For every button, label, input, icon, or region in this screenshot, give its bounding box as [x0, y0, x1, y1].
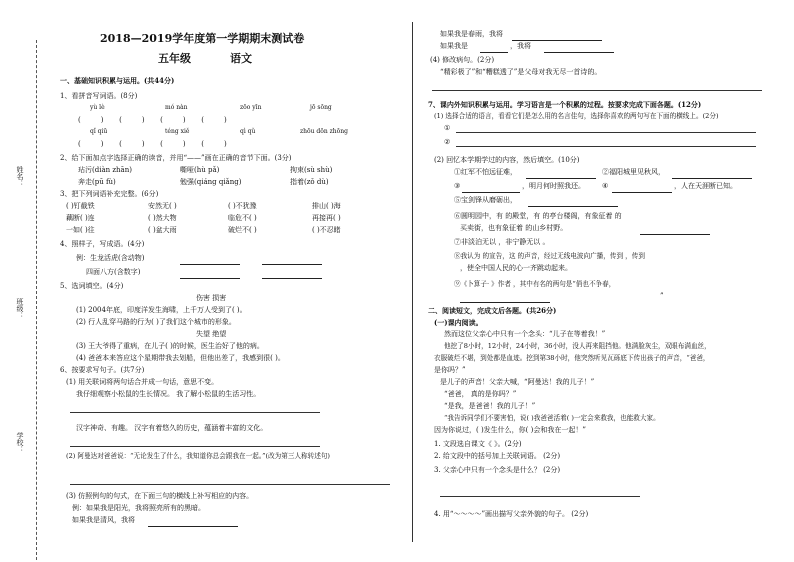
q6-title: 6、按要求写句子。(共7分) [60, 366, 145, 374]
q7-2-2a: ③ [454, 182, 461, 190]
passage-line-7: “是我，是爸爸！我的儿子！” [444, 402, 536, 410]
q5-sentence-3: (3) 王大爷得了重病，在儿子( )的时候，医生治好了他的病。 [76, 342, 264, 350]
q6-part-d-1: 如果我是清风，我将 [72, 516, 135, 524]
q7-1-line-1[interactable] [456, 132, 756, 133]
q7-2-3: ⑤宝剑锋从磨砺出， [454, 196, 517, 204]
passage-line-9: 因为你说过，( )发生什么，你( )会和我在一起！” [434, 426, 586, 434]
reading-q4: 4. 用“～～～～”画出描写父亲外貌的句子。 (2分) [434, 510, 589, 518]
page-title: 2018—2019学年度第一学期期末测试卷 [100, 32, 305, 45]
q7-2-6b: ，使全中国人民的心一齐跳动起来。 [460, 264, 572, 272]
q7-2-7: ⑨《卜算子· 》作者 ，其中有名的两句是“俏也不争春， [454, 280, 616, 288]
q3-r1-4: 排山( )海 [312, 202, 341, 210]
r-blank-3[interactable] [544, 44, 614, 53]
q1-blanks-2: ( ) ( ) ( ) ( ) [78, 140, 227, 148]
r-line-4: “精彩极了”和“糟糕透了”是父母对我无尽一首诗的。 [440, 68, 602, 76]
q5-words-1: 伤害 损害 [196, 294, 227, 302]
q7-1-line-2[interactable] [456, 146, 756, 147]
q1-pinyin2-4: zhōu dōn zhōng [300, 128, 348, 135]
passage-line-2: 他挖了8小时，12小时，24小时，36小时，没人再来阻挡他。他满脸灰尘，双眼布满血丝， [444, 342, 711, 350]
q2-row2-3: 指着(zǒ dù) [290, 178, 329, 186]
q7-2-4b: 买卖街，也有象征着 的山乡村野。 [460, 224, 568, 232]
q2-row1-3: 拘束(sù shù) [290, 166, 333, 174]
q4-example-1: 例：生龙活虎(含动物) [76, 254, 145, 262]
q1-pinyin2-3: qì qǔ [240, 128, 256, 135]
q1-pinyin-3: zōo yīn [240, 104, 262, 111]
reading-q3: 3. 父亲心中只有一个念头是什么？ (2分) [434, 466, 561, 474]
q1-pinyin2-1: qǐ qiū [90, 128, 108, 135]
q3-r2-3: 临危不( ) [228, 214, 257, 222]
reading-q3-line[interactable] [440, 496, 640, 497]
q2-title: 2、给下面加点字选择正确的读音，并用“——”画在正确的音节下面。(3分) [60, 154, 292, 162]
q7-2-blank-5[interactable] [528, 198, 618, 207]
q4-blank-3[interactable] [180, 270, 240, 279]
q6-answer-line-2[interactable] [70, 446, 320, 447]
r-line-2: 如果我是 [440, 42, 468, 50]
q7-2-blank-1[interactable] [526, 170, 596, 179]
q3-title: 3、把下列词语补充完整。(6分) [60, 190, 159, 198]
r-blank-2[interactable] [480, 44, 508, 53]
r-blank-1[interactable] [512, 32, 602, 41]
q7-part-1: (1) 选择合适的语言，看看它们是怎么用的名言佳句，选择你喜欢的两句写在下面的横线上。(2分) [434, 112, 719, 120]
q6-part-a: (1) 用关联词将两句话合并成一句话，意思不变。 [66, 378, 219, 386]
r-answer-line-1[interactable] [432, 90, 762, 91]
q1-pinyin2-2: téng xiě [165, 128, 190, 135]
q4-blank-1[interactable] [180, 256, 240, 265]
passage-line-4: 是你吗？” [434, 366, 466, 374]
reading-q2: 2. 给文段中的括号加上关联词语。 (2分) [434, 452, 561, 460]
q7-1-mark-2: ② [444, 138, 451, 146]
r-line-2b: ，我将 [510, 42, 531, 50]
passage-line-3: 衣服破烂不堪，到处都是血迹。挖到第38小时，他突然听见瓦砾底下传出孩子的声音，“爸爸， [434, 354, 710, 362]
q1-blanks-1: ( ) ( ) ( ) ( ) [78, 116, 227, 124]
q7-2-blank-2[interactable] [672, 170, 752, 179]
q4-blank-4[interactable] [262, 270, 322, 279]
reading-q1: 1. 文段选自课文《 》。(2分) [434, 440, 522, 448]
q7-2-4: ⑥圆明园中，有 的殿堂，有 的亭台楼阁，有象征着 的 [454, 212, 622, 220]
q7-2-2d: ，人在天涯断已知。 [674, 182, 737, 190]
q7-2-7-end: ” [660, 292, 664, 300]
passage-line-8: “我告诉同学们不要害怕，说( )我爸爸活着( )一定会来救我，也能救大家。 [444, 414, 660, 422]
q7-1-mark-1: ① [444, 124, 451, 132]
q6-part-b-sentence: 汉字神奇、有趣。 汉字有着悠久的历史，蕴涵着丰富的文化。 [76, 424, 268, 432]
q3-r1-1: ( )钉截铁 [66, 202, 95, 210]
q1-pinyin-4: jō sōng [310, 104, 332, 111]
q7-2-2c: ④ [602, 182, 609, 190]
passage-line-6: “爸爸， 真的是你吗？” [444, 390, 517, 398]
q4-title: 4、照样子，写成语。(4分) [60, 240, 145, 248]
q5-sentence-4: (4) 爸爸本来答应这个星期带我去划船，但他出差了，我感到很( )。 [76, 354, 285, 362]
q7-title: 7、课内外知识积累与运用。学习语言是一个积累的过程。按要求完成下面各题。(12分) [428, 100, 702, 109]
q3-r3-1: 一如( )往 [66, 226, 95, 234]
q3-r1-2: 安然无( ) [148, 202, 177, 210]
q2-row1-1: 玷污(diàn zhān) [78, 166, 132, 174]
q1-pinyin-2: mó nàn [165, 104, 188, 111]
section2-title: 二、阅读短文，完成文后各题。(共26分) [428, 306, 557, 315]
school-label: 学校： [16, 432, 24, 453]
r-line-1: 如果我是春雨，我将 [440, 30, 503, 38]
q6-part-a-sentence: 我仔细观察小松鼠的生长情况。 我了解小松鼠的生活习性。 [76, 390, 261, 398]
q7-2-blank-4[interactable] [612, 184, 672, 193]
q7-2-6: ⑧我认为 的宣告，这 的声音，经过无线电波向广播，传到 ，传到 [454, 252, 645, 260]
subject-label: 语文 [230, 52, 252, 65]
q6-answer-line-3[interactable] [70, 484, 390, 485]
grade-label: 五年级 [158, 52, 191, 65]
q7-part-2: (2) 回忆本学期学过的内容，然后填空。(10分) [434, 156, 580, 164]
q3-r3-4: ( )不忍睹 [312, 226, 341, 234]
q7-2-1a: ①红军不怕远征难， [454, 168, 517, 176]
q1-title: 1、看拼音写词语。(8分) [60, 92, 138, 100]
q7-2-blank-3[interactable] [462, 184, 520, 193]
column-divider [412, 22, 413, 542]
q3-r2-1: 藕断( )连 [66, 214, 95, 222]
q6-part-c: (2) 阿曼达对爸爸说：“无论发生了什么，我知道你总会跟我在一起。”(改为第三人称转述句) [66, 452, 330, 460]
name-label: 姓名： [16, 166, 24, 187]
q6-part-d-example: 例：如果我是阳光，我将照亮所有的黑暗。 [72, 504, 205, 512]
q4-blank-2[interactable] [262, 256, 322, 265]
reading-a-title: (一)课内阅读。 [434, 318, 483, 327]
passage-line-5: 是儿子的声音！父亲大喊，“阿曼达！我的儿子！” [440, 378, 595, 386]
q2-row2-2: 勉强(qiáng qiǎng) [180, 178, 242, 186]
q5-sentence-1: (1) 2004年底，印度洋发生海啸，上千万人受到了( )。 [76, 306, 247, 314]
q2-row1-2: 嘶哑(hù pǎ) [180, 166, 220, 174]
q4-example-2: 四面八方(含数字) [86, 268, 141, 276]
q7-2-5: ⑦非淡泊无以 ，非宁静无以 。 [454, 238, 550, 246]
q7-2-1b: ②福阳城里见秋风， [602, 168, 665, 176]
q6-d-blank-1[interactable] [148, 518, 238, 527]
passage-line-1: 然而这位父亲心中只有一个念头：“儿子在等着我！” [444, 330, 606, 338]
q5-words-2: 失望 绝望 [196, 330, 227, 338]
q2-row2-1: 奔走(pū fù) [78, 178, 116, 186]
q1-pinyin-1: yù lè [90, 104, 105, 111]
q3-r3-2: ( )盆大雨 [148, 226, 177, 234]
q6-part-d: (3) 仿照例句的句式，在下面三句的横线上补写相应的内容。 [66, 492, 254, 500]
class-label: 班级： [16, 298, 24, 319]
section1-title: 一、基础知识积累与运用。(共44分) [60, 76, 175, 85]
q5-sentence-2: (2) 行人乱穿马路的行为( )了我们这个城市的形象。 [76, 318, 236, 326]
r-line-3: (4) 修改病句。(2分) [430, 56, 495, 64]
q3-r2-4: 再接再( ) [312, 214, 341, 222]
q3-r3-3: 破烂不( ) [228, 226, 257, 234]
q6-answer-line-1[interactable] [70, 412, 320, 413]
q7-2-blank-7[interactable] [460, 294, 550, 303]
binding-line [36, 40, 37, 560]
q7-2-blank-6[interactable] [640, 226, 710, 235]
q3-r1-3: ( )不犹豫 [228, 202, 257, 210]
q7-2-2b: ，明月何时照我还。 [522, 182, 585, 190]
q3-r2-2: ( )然大物 [148, 214, 177, 222]
q5-title: 5、选词填空。(4分) [60, 282, 124, 290]
